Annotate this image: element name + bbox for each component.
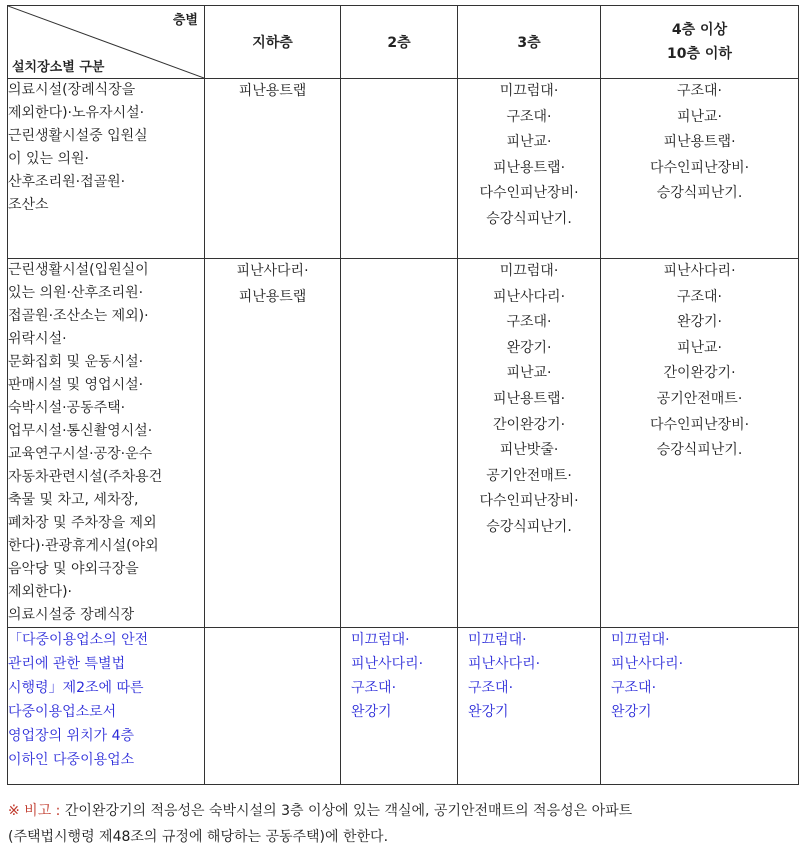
evacuation-equipment-table <box>7 5 799 785</box>
cell-line: 피난용트랩· <box>492 390 566 407</box>
cell-line: 다수인피난장비· <box>479 185 579 202</box>
cell-line: 다수인피난장비· <box>649 416 750 433</box>
col-header-floor2: 2층 <box>341 6 458 79</box>
cell-line: 피난교· <box>506 134 552 151</box>
cell-line: 제외한다)· <box>8 584 73 600</box>
cell-line: 미끄럼대· <box>499 83 559 99</box>
col-header-floor3: 3층 <box>458 6 601 79</box>
table-row <box>8 628 799 785</box>
cell-line: 업무시설·통신촬영시설· <box>8 423 153 439</box>
col-header-floor4-10-line1: 4층 이상 <box>671 22 728 38</box>
cell-line: 공기안전매트· <box>656 390 743 407</box>
floor2-cell <box>341 79 458 259</box>
cell-line: 다중이용업소로서 <box>8 704 117 720</box>
cell-line: 완강기· <box>506 339 552 356</box>
cell-line: 다수인피난장비· <box>479 493 579 510</box>
cell-line: 미끄럼대· <box>611 632 670 648</box>
footnote-line-1 <box>8 798 803 824</box>
cell-line: 피난밧줄· <box>499 442 559 459</box>
cell-line: 접골원·조산소는 제외)· <box>8 308 149 324</box>
cell-line: 폐차장 및 주차장을 제외 <box>8 515 157 531</box>
cell-line: 숙박시설·공동주택· <box>8 400 126 416</box>
cell-line: 판매시설 및 영업시설· <box>8 377 144 393</box>
basement-cell <box>205 79 341 259</box>
cell-line: 미끄럼대· <box>351 632 410 648</box>
basement-cell <box>205 628 341 785</box>
header-row <box>8 6 799 79</box>
cell-line: 피난사다리· <box>663 263 736 279</box>
category-cell <box>8 259 205 628</box>
cell-line: 간이완강기· <box>663 365 736 382</box>
cell-line: 피난용트랩 <box>238 288 307 305</box>
floor4-10-cell <box>601 628 799 785</box>
cell-line: 피난용트랩 <box>238 83 307 99</box>
cell-line: 산후조리원·접골원· <box>8 174 126 190</box>
cell-line: 관리에 관한 특별법 <box>8 656 126 672</box>
cell-line: 구조대· <box>351 680 397 696</box>
cell-line: 구조대· <box>611 680 657 696</box>
table-row <box>8 79 799 259</box>
cell-line: 있는 의원·산후조리원· <box>8 285 144 301</box>
cell-line: 피난사다리· <box>236 263 309 279</box>
cell-line: 근린생활시설(입원실이 <box>8 262 149 278</box>
cell-line: 피난사다리· <box>492 288 566 305</box>
footnote-text-1: 간이완강기의 적응성은 숙박시설의 3층 이상에 있는 객실에, 공기안전매트의 적응성은 아파트 <box>64 803 633 819</box>
cell-line: 완강기 <box>611 704 652 720</box>
cell-line: 위락시설· <box>8 331 67 347</box>
cell-line: 구조대· <box>676 288 723 305</box>
cell-line: 근린생활시설중 입원실 <box>8 128 148 144</box>
cell-line: 교육연구시설·공장·운수 <box>8 446 153 462</box>
floor3-cell <box>458 259 601 628</box>
footnote-mark: ※ 비고 : <box>8 803 61 819</box>
footnote <box>8 798 803 850</box>
col-header-floor4-10 <box>601 6 799 79</box>
cell-line: 공기안전매트· <box>486 467 572 484</box>
floor4-10-cell <box>601 259 799 628</box>
floor2-cell <box>341 259 458 628</box>
cell-line: 피난용트랩· <box>492 159 566 176</box>
cell-line: 승강식피난기. <box>486 210 572 227</box>
cell-line: 피난교· <box>506 365 552 382</box>
cell-line: 의료시설(장례식장을 <box>8 82 136 98</box>
cell-line: 축물 및 차고, 세차장, <box>8 492 139 508</box>
floor4-10-cell <box>601 79 799 259</box>
cell-line: 「다중이용업소의 안전 <box>8 632 149 648</box>
cell-line: 다수인피난장비· <box>649 159 750 176</box>
floor3-cell <box>458 79 601 259</box>
category-cell <box>8 628 205 785</box>
category-cell <box>8 79 205 259</box>
corner-header-cell <box>8 6 205 79</box>
cell-line: 한다)·관광휴게시설(야외 <box>8 538 159 554</box>
cell-line: 구조대· <box>506 108 552 125</box>
cell-line: 피난교· <box>676 108 723 125</box>
cell-line: 승강식피난기. <box>656 442 743 459</box>
cell-line: 제외한다)·노유자시설· <box>8 105 145 121</box>
table-row <box>8 259 799 628</box>
floor-axis-label: 층별 <box>172 13 198 28</box>
cell-line: 음악당 및 야외극장을 <box>8 561 139 577</box>
cell-line: 피난사다리· <box>611 656 684 672</box>
basement-cell <box>205 259 341 628</box>
cell-line: 완강기· <box>676 314 723 331</box>
cell-line: 구조대· <box>676 83 723 99</box>
cell-line: 조산소 <box>8 197 49 213</box>
location-axis-label: 설치장소별 구분 <box>12 60 105 75</box>
cell-line: 시행령」제2조에 따른 <box>8 680 144 696</box>
cell-line: 완강기 <box>468 704 509 720</box>
col-header-basement: 지하층 <box>205 6 341 79</box>
cell-line: 이 있는 의원· <box>8 151 89 167</box>
col-header-floor4-10-line2: 10층 이하 <box>667 46 732 62</box>
cell-line: 승강식피난기. <box>656 185 743 202</box>
cell-line: 완강기 <box>351 704 392 720</box>
cell-line: 피난용트랩· <box>663 134 736 151</box>
cell-line: 피난사다리· <box>351 656 424 672</box>
cell-line: 미끄럼대· <box>499 263 559 279</box>
floor3-cell <box>458 628 601 785</box>
cell-line: 자동차관련시설(주차용건 <box>8 469 163 485</box>
cell-line: 문화집회 및 운동시설· <box>8 354 144 370</box>
cell-line: 영업장의 위치가 4층 <box>8 728 134 744</box>
cell-line: 피난교· <box>676 339 723 356</box>
cell-line: 이하인 다중이용업소 <box>8 752 135 768</box>
cell-line: 미끄럼대· <box>468 632 527 648</box>
cell-line: 승강식피난기. <box>486 518 572 535</box>
floor2-cell <box>341 628 458 785</box>
cell-line: 의료시설중 장례식장 <box>8 607 135 623</box>
cell-line: 구조대· <box>506 314 552 331</box>
cell-line: 구조대· <box>468 680 514 696</box>
cell-line: 피난사다리· <box>468 656 541 672</box>
cell-line: 간이완강기· <box>492 416 566 433</box>
footnote-text-2: (주택법시행령 제48조의 규정에 해당하는 공동주택)에 한한다. <box>8 829 389 845</box>
